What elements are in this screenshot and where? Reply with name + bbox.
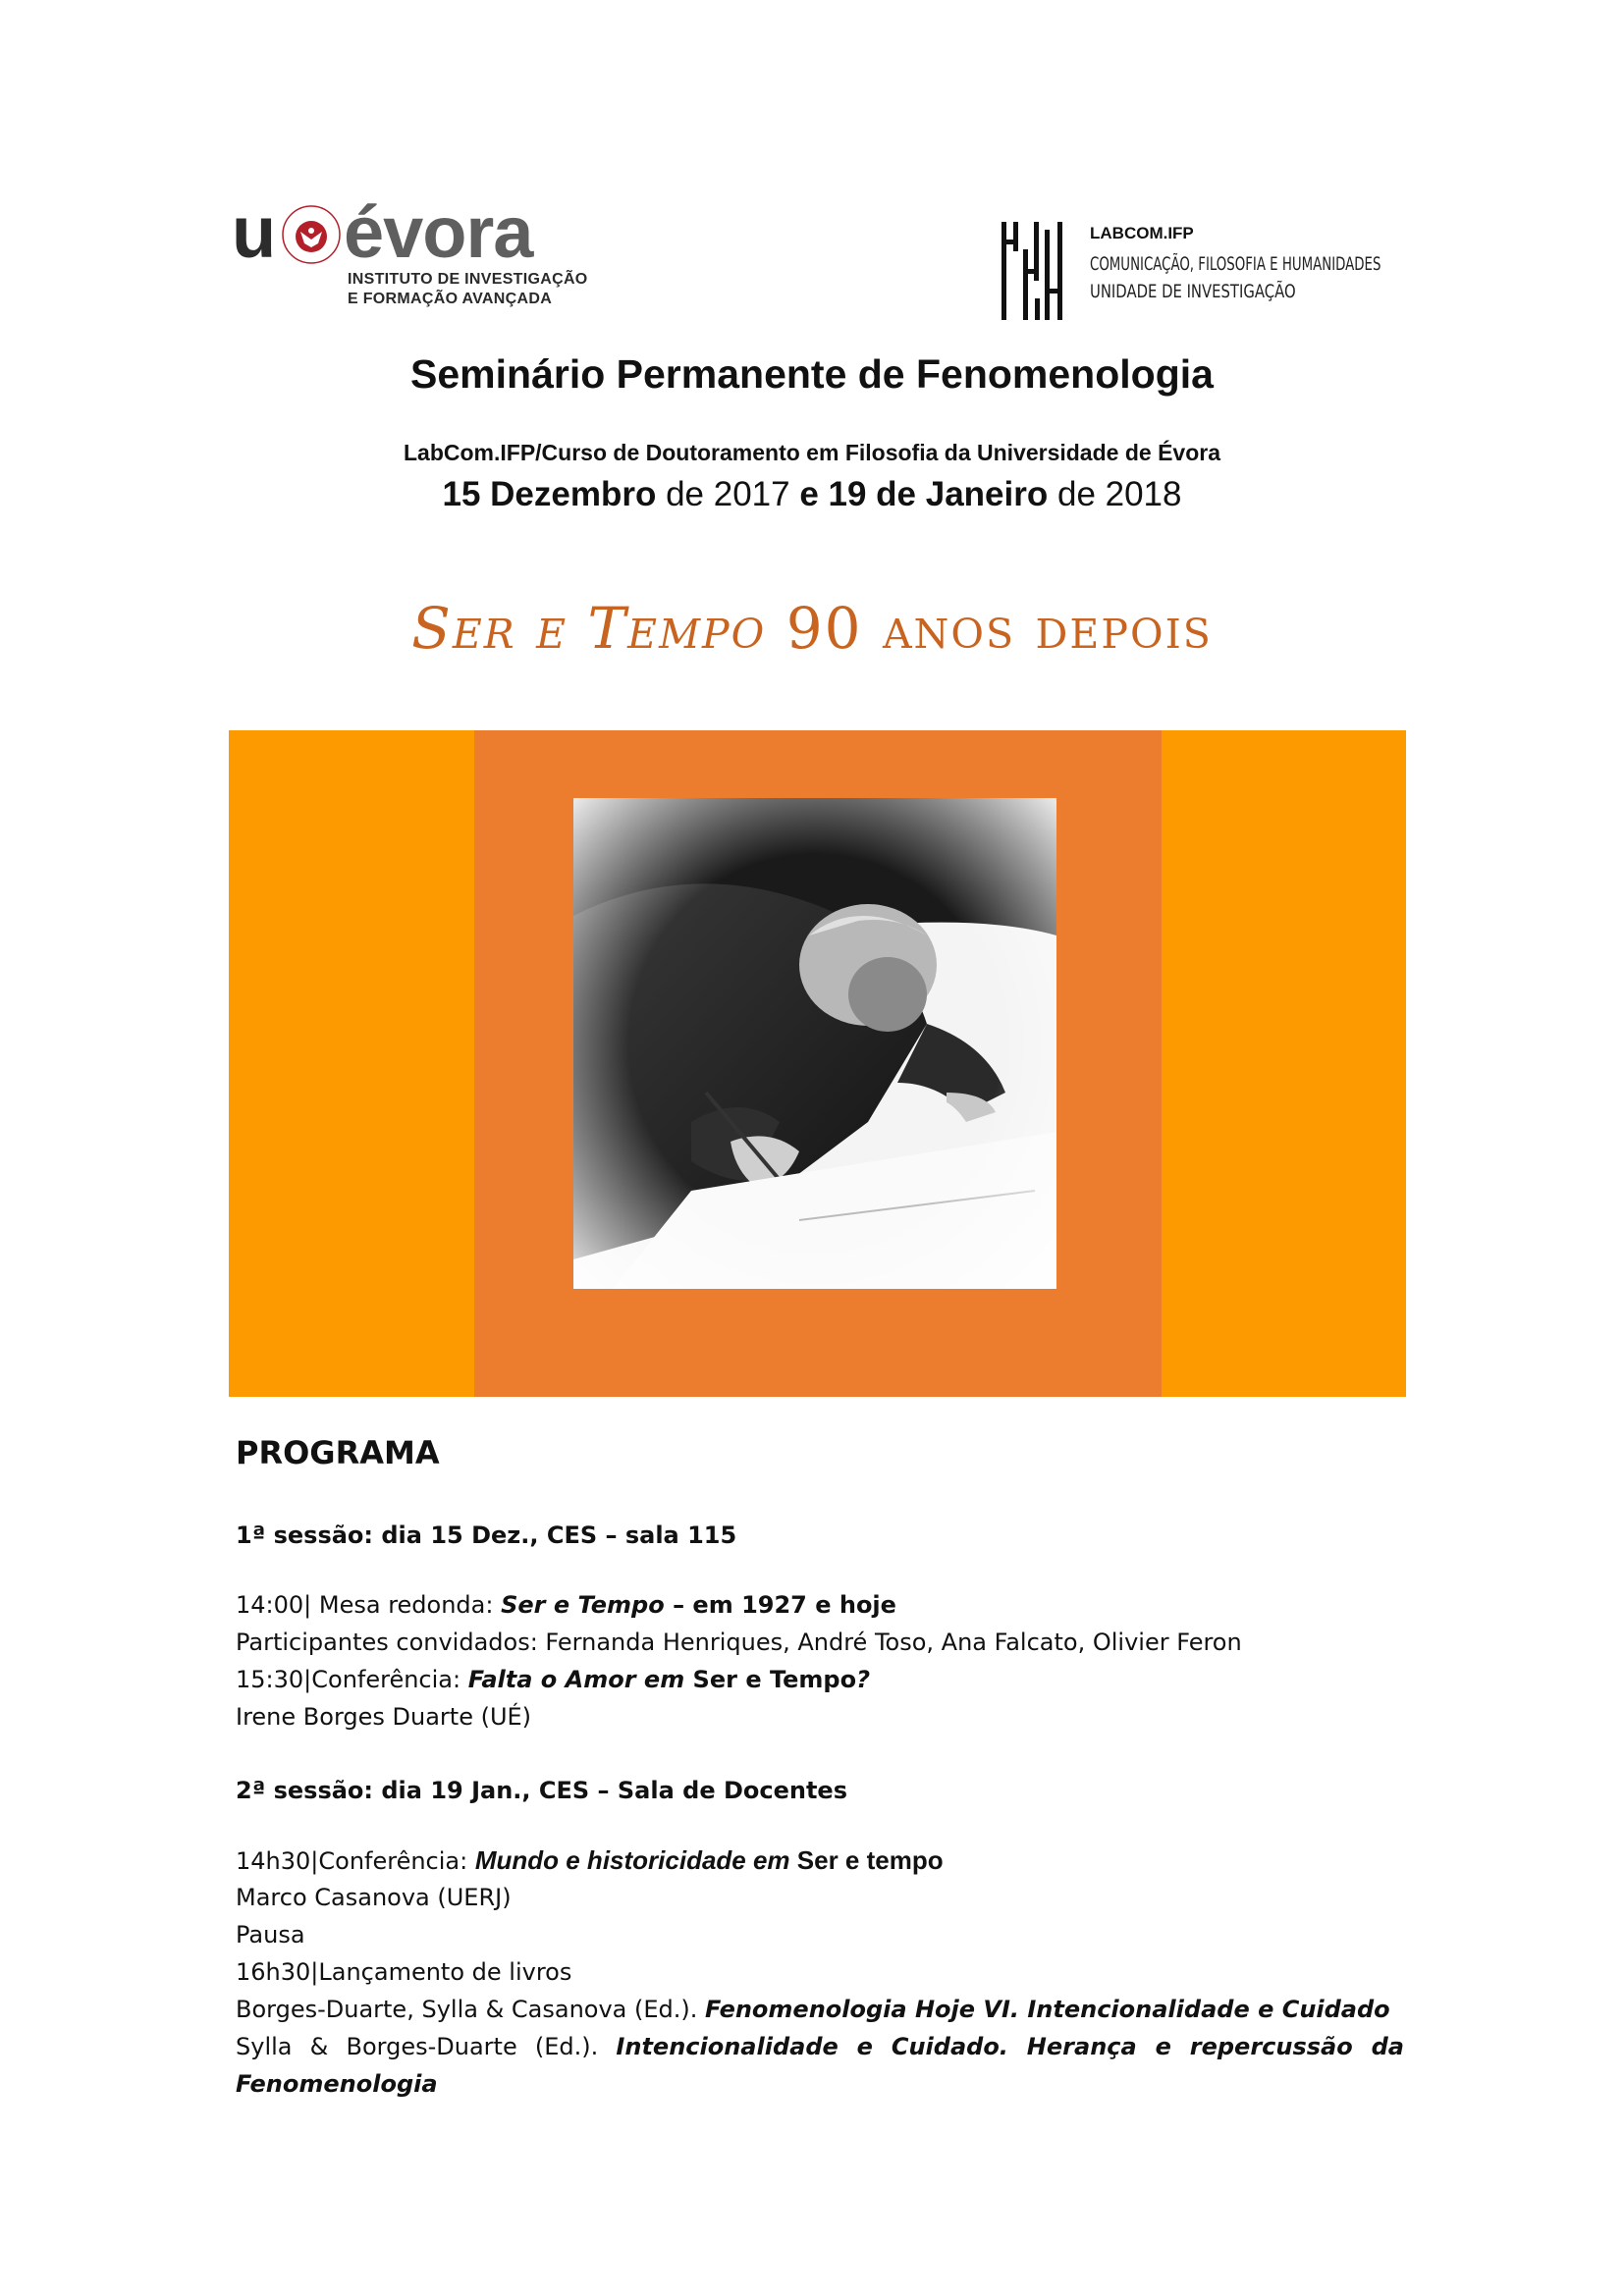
session1-item1-italic: Ser e Tempo — [501, 1591, 665, 1619]
session2-pause: Pausa — [236, 1921, 305, 1949]
book2-authors: Sylla & Borges-Duarte (Ed.). — [236, 2033, 617, 2060]
year-2: de 2018 — [1048, 475, 1182, 513]
book2-title-a: Intencionalidade e Cuidado. Herança e repercussão da — [616, 2033, 1404, 2060]
labcom-line1: COMUNICAÇÃO, FILOSOFIA E HUMANIDADES — [1090, 253, 1381, 275]
labcom-logo — [1000, 220, 1412, 328]
banner-title — [0, 595, 1624, 662]
book2 — [236, 2029, 1404, 2064]
session2-title: 2ª sessão: dia 19 Jan., CES – Sala de Docentes — [236, 1777, 847, 1804]
labcom-mark-icon — [1000, 220, 1068, 324]
labcom-name: LABCOM.IFP — [1090, 224, 1194, 242]
session1-item1-time: 14:00| Mesa redonda: — [236, 1591, 502, 1619]
image-banner-inner — [474, 730, 1162, 1397]
book2-title-b: Fenomenologia — [236, 2070, 438, 2098]
image-banner — [229, 730, 1406, 1397]
page-subtitle: LabCom.IFP/Curso de Doutoramento em Filosofia da Universidade de Évora — [404, 440, 1220, 465]
banner-title-italic: Ser e Tempo — [411, 595, 767, 662]
page-title: Seminário Permanente de Fenomenologia — [410, 351, 1214, 397]
session2-item1-plain: Ser e tempo — [789, 1845, 944, 1875]
logo-evora: évora — [344, 191, 533, 273]
book1-title: Fenomenologia Hoje VI. Intencionalidade e Cuidado — [705, 1996, 1390, 2023]
logo-line1: INSTITUTO DE INVESTIGAÇÃO — [348, 271, 588, 288]
session1-item1-rest: – em 1927 e hoje — [664, 1591, 896, 1619]
date-2: 19 de Janeiro — [818, 475, 1049, 513]
session1-speaker: Irene Borges Duarte (UÉ) — [236, 1703, 532, 1731]
session2-item1-italic: Mundo e historicidade em — [474, 1845, 790, 1875]
session1-item2-plain: Ser e Tempo — [684, 1666, 857, 1693]
book1 — [236, 1992, 1404, 2027]
year-1: de 2017 — [656, 475, 800, 513]
session2-item1 — [236, 1842, 1404, 1879]
session1-participants: Participantes convidados: Fernanda Henriques, André Toso, Ana Falcato, Olivier Feron — [236, 1629, 1242, 1656]
event-dates — [0, 475, 1624, 514]
session1-item2 — [236, 1662, 1404, 1697]
session1-item1 — [236, 1587, 1404, 1623]
portrait-photo — [573, 798, 1056, 1289]
date-1: 15 Dezembro — [442, 475, 657, 513]
session1-item2-q: ? — [856, 1666, 871, 1693]
writing-man-photo-icon — [573, 798, 1056, 1289]
session2-item1-time: 14h30|Conferência: — [236, 1847, 475, 1875]
banner-title-rest: 90 anos depois — [766, 595, 1213, 662]
uevora-logo — [232, 191, 588, 314]
session2-item2: 16h30|Lançamento de livros — [236, 1958, 572, 1986]
session1-item2-time: 15:30|Conferência: — [236, 1666, 468, 1693]
program-heading: PROGRAMA — [236, 1434, 440, 1471]
date-conj: e — [799, 475, 819, 513]
logo-line2: E FORMAÇÃO AVANÇADA — [348, 291, 553, 307]
labcom-line2: UNIDADE DE INVESTIGAÇÃO — [1090, 281, 1296, 302]
logo-u: u — [232, 191, 277, 273]
book1-authors: Borges-Duarte, Sylla & Casanova (Ed.). — [236, 1996, 706, 2023]
university-seal-icon — [281, 204, 342, 265]
session1-title: 1ª sessão: dia 15 Dez., CES – sala 115 — [236, 1522, 737, 1549]
session1-item2-italic: Falta o Amor em — [467, 1666, 685, 1693]
session2-speaker: Marco Casanova (UERJ) — [236, 1884, 512, 1911]
